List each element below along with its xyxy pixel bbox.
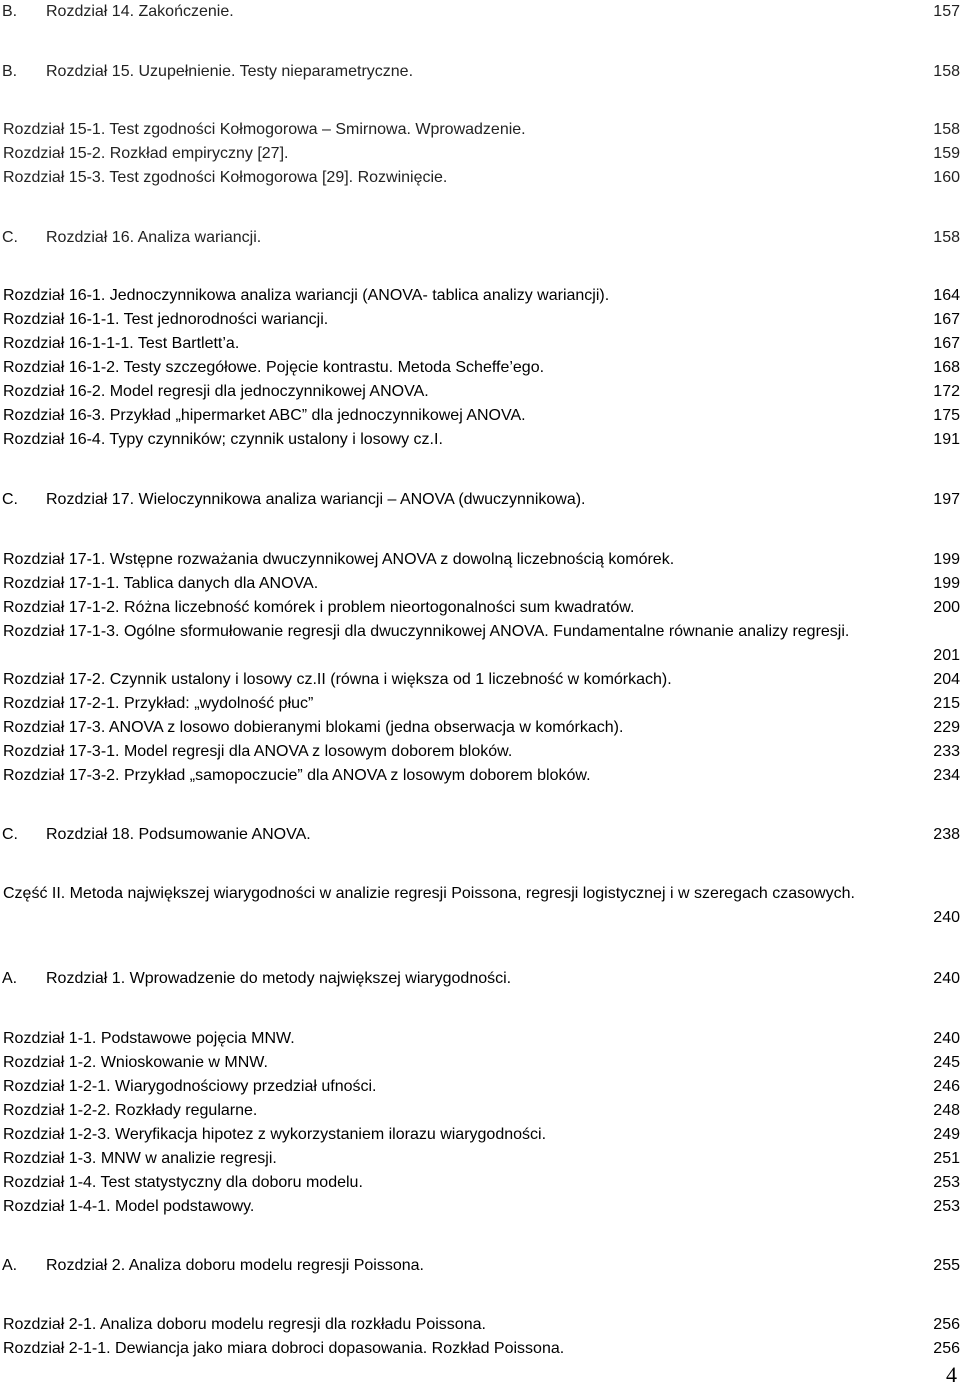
toc-entry-title: Rozdział 17-1-2. Różna liczebność komórek i problem nieortogonalności sum kwadratów. bbox=[3, 599, 635, 616]
toc-entry-page-number: 199 bbox=[933, 551, 960, 568]
toc-entry-marker: C. bbox=[2, 229, 18, 246]
toc-entry-title: Rozdział 1-2. Wnioskowanie w MNW. bbox=[3, 1054, 268, 1071]
toc-entry bbox=[0, 548, 960, 572]
toc-entry-page-number: 201 bbox=[933, 647, 960, 664]
toc-entry-page-number: 200 bbox=[933, 599, 960, 616]
toc-entry-title: Rozdział 17-3-2. Przykład „samopoczucie” dla ANOVA z losowym doborem bloków. bbox=[3, 767, 591, 784]
toc-entry-title: Rozdział 17-3-1. Model regresji dla ANOVA z losowym doborem bloków. bbox=[3, 743, 513, 760]
toc-entry bbox=[0, 1195, 960, 1219]
toc-entry-title: Rozdział 15-2. Rozkład empiryczny [27]. bbox=[3, 145, 289, 162]
toc-entry bbox=[0, 882, 960, 930]
toc-entry bbox=[0, 1171, 960, 1195]
toc-entry-marker: A. bbox=[2, 970, 18, 987]
toc-entry bbox=[0, 1147, 960, 1171]
toc-entry bbox=[0, 226, 960, 250]
toc-entry-page-number: 199 bbox=[933, 575, 960, 592]
toc-entry bbox=[0, 404, 960, 428]
toc-entry-page-number: 229 bbox=[933, 719, 960, 736]
toc-entry bbox=[0, 284, 960, 308]
toc-entry-title: Część II. Metoda największej wiarygodności w analizie regresji Poissona, regresji logistycznej i w szeregach czasowych. bbox=[3, 885, 855, 902]
toc-entry-title: Rozdział 17-3. ANOVA z losowo dobieranymi blokami (jedna obserwacja w komórkach). bbox=[3, 719, 624, 736]
toc-entry-page-number: 248 bbox=[933, 1102, 960, 1119]
toc-entry-page-number: 245 bbox=[933, 1054, 960, 1071]
toc-entry-title: Rozdział 15-3. Test zgodności Kołmogorowa [29]. Rozwinięcie. bbox=[3, 169, 448, 186]
toc-entry-page-number: 158 bbox=[933, 121, 960, 138]
toc-entry-title: Rozdział 2. Analiza doboru modelu regresji Poissona. bbox=[46, 1257, 424, 1274]
toc-entry-page-number: 233 bbox=[933, 743, 960, 760]
toc-entry-title: Rozdział 15-1. Test zgodności Kołmogorowa – Smirnowa. Wprowadzenie. bbox=[3, 121, 526, 138]
toc-entry-title: Rozdział 16-2. Model regresji dla jednoczynnikowej ANOVA. bbox=[3, 383, 429, 400]
toc-entry bbox=[0, 356, 960, 380]
toc-entry-page-number: 159 bbox=[933, 145, 960, 162]
toc-entry bbox=[0, 1123, 960, 1147]
toc-entry-page-number: 240 bbox=[933, 970, 960, 987]
toc-entry-title: Rozdział 1-1. Podstawowe pojęcia MNW. bbox=[3, 1030, 295, 1047]
toc-entry-title: Rozdział 1. Wprowadzenie do metody największej wiarygodności. bbox=[46, 970, 512, 987]
toc-entry bbox=[0, 380, 960, 404]
toc-entry bbox=[0, 1099, 960, 1123]
toc-entry-page-number: 240 bbox=[933, 909, 960, 926]
toc-entry-page-number: 240 bbox=[933, 1030, 960, 1047]
toc-entry-title: Rozdział 16-3. Przykład „hipermarket ABC” dla jednoczynnikowej ANOVA. bbox=[3, 407, 526, 424]
toc-entry-page-number: 158 bbox=[933, 229, 960, 246]
toc-entry-page-number: 158 bbox=[933, 63, 960, 80]
toc-entry-page-number: 157 bbox=[933, 3, 960, 20]
toc-entry-marker: B. bbox=[2, 3, 18, 20]
toc-entry-page-number: 160 bbox=[933, 169, 960, 186]
toc-entry-title: Rozdział 16. Analiza wariancji. bbox=[46, 229, 262, 246]
toc-entry-page-number: 255 bbox=[933, 1257, 960, 1274]
toc-entry-marker: C. bbox=[2, 826, 18, 843]
toc-entry-title: Rozdział 17-1-3. Ogólne sformułowanie regresji dla dwuczynnikowej ANOVA. Fundamentalne równanie analizy regresji. bbox=[3, 623, 850, 640]
toc-entry-title: Rozdział 17-1-1. Tablica danych dla ANOVA. bbox=[3, 575, 319, 592]
toc-entry-title: Rozdział 16-1. Jednoczynnikowa analiza wariancji (ANOVA- tablica analizy wariancji). bbox=[3, 287, 610, 304]
toc-entry-title: Rozdział 16-1-2. Testy szczegółowe. Pojęcie kontrastu. Metoda Scheffe’ego. bbox=[3, 359, 545, 376]
toc-entry bbox=[0, 620, 960, 668]
toc-entry-title: Rozdział 1-3. MNW w analizie regresji. bbox=[3, 1150, 277, 1167]
toc-entry bbox=[0, 1051, 960, 1075]
toc-entry-page-number: 172 bbox=[933, 383, 960, 400]
toc-entry bbox=[0, 332, 960, 356]
toc-entry bbox=[0, 488, 960, 512]
toc-entry bbox=[0, 0, 960, 24]
toc-entry-page-number: 249 bbox=[933, 1126, 960, 1143]
toc-entry-page-number: 175 bbox=[933, 407, 960, 424]
toc-entry-page-number: 253 bbox=[933, 1174, 960, 1191]
toc-entry-title: Rozdział 18. Podsumowanie ANOVA. bbox=[46, 826, 311, 843]
toc-entry-page-number: 246 bbox=[933, 1078, 960, 1095]
toc-entry bbox=[0, 596, 960, 620]
toc-entry-page-number: 234 bbox=[933, 767, 960, 784]
toc-entry-page-number: 167 bbox=[933, 335, 960, 352]
toc-entry-title: Rozdział 16-1-1. Test jednorodności wariancji. bbox=[3, 311, 329, 328]
toc-entry bbox=[0, 716, 960, 740]
footer-page-number: 4 bbox=[946, 1362, 957, 1387]
toc-entry-page-number: 191 bbox=[933, 431, 960, 448]
toc-entry-title: Rozdział 16-4. Typy czynników; czynnik ustalony i losowy cz.I. bbox=[3, 431, 443, 448]
toc-entry-marker: B. bbox=[2, 63, 18, 80]
toc-entry-page-number: 238 bbox=[933, 826, 960, 843]
toc-entry-title: Rozdział 1-4-1. Model podstawowy. bbox=[3, 1198, 255, 1215]
toc-entry bbox=[0, 740, 960, 764]
toc-entry-page-number: 204 bbox=[933, 671, 960, 688]
toc-entry bbox=[0, 967, 960, 991]
toc-entry-title: Rozdział 1-2-1. Wiarygodnościowy przedział ufności. bbox=[3, 1078, 377, 1095]
toc-entry-title: Rozdział 17-2. Czynnik ustalony i losowy cz.II (równa i większa od 1 liczebność w komórkach). bbox=[3, 671, 672, 688]
toc-entry-page-number: 168 bbox=[933, 359, 960, 376]
toc-entry-title: Rozdział 16-1-1-1. Test Bartlett’a. bbox=[3, 335, 240, 352]
toc-entry-page-number: 253 bbox=[933, 1198, 960, 1215]
toc-entry-title: Rozdział 1-4. Test statystyczny dla doboru modelu. bbox=[3, 1174, 363, 1191]
toc-entry-page-number: 256 bbox=[933, 1340, 960, 1357]
toc-entry bbox=[0, 1027, 960, 1051]
toc-entry bbox=[0, 823, 960, 847]
toc-entry bbox=[0, 1075, 960, 1099]
toc-entry bbox=[0, 428, 960, 452]
toc-entry bbox=[0, 60, 960, 84]
toc-entry bbox=[0, 1313, 960, 1337]
toc-entry-page-number: 256 bbox=[933, 1316, 960, 1333]
toc-entry bbox=[0, 668, 960, 692]
toc-entry bbox=[0, 572, 960, 596]
toc-entry bbox=[0, 308, 960, 332]
toc-entry-title: Rozdział 17-1. Wstępne rozważania dwuczynnikowej ANOVA z dowolną liczebnością komórek. bbox=[3, 551, 675, 568]
toc-entry-title: Rozdział 15. Uzupełnienie. Testy nieparametryczne. bbox=[46, 63, 414, 80]
toc-entry-title: Rozdział 14. Zakończenie. bbox=[46, 3, 234, 20]
toc-entry bbox=[0, 166, 960, 190]
toc-entry bbox=[0, 142, 960, 166]
toc-entry-page-number: 164 bbox=[933, 287, 960, 304]
toc-entry bbox=[0, 692, 960, 716]
toc-entry-page-number: 215 bbox=[933, 695, 960, 712]
toc-entry bbox=[0, 764, 960, 788]
toc-entry bbox=[0, 1337, 960, 1361]
toc-entry-title: Rozdział 17-2-1. Przykład: „wydolność płuc” bbox=[3, 695, 314, 712]
toc-entry-title: Rozdział 2-1-1. Dewiancja jako miara dobroci dopasowania. Rozkład Poissona. bbox=[3, 1340, 565, 1357]
toc-entry bbox=[0, 1254, 960, 1278]
toc-entry-page-number: 251 bbox=[933, 1150, 960, 1167]
toc-entry-page-number: 197 bbox=[933, 491, 960, 508]
toc-entry-marker: C. bbox=[2, 491, 18, 508]
toc-entry-title: Rozdział 1-2-3. Weryfikacja hipotez z wykorzystaniem ilorazu wiarygodności. bbox=[3, 1126, 547, 1143]
toc-entry-title: Rozdział 1-2-2. Rozkłady regularne. bbox=[3, 1102, 258, 1119]
toc-entry-title: Rozdział 17. Wieloczynnikowa analiza wariancji – ANOVA (dwuczynnikowa). bbox=[46, 491, 586, 508]
toc-entry-marker: A. bbox=[2, 1257, 18, 1274]
toc-entry-page-number: 167 bbox=[933, 311, 960, 328]
toc-entry bbox=[0, 118, 960, 142]
toc-entry-title: Rozdział 2-1. Analiza doboru modelu regresji dla rozkładu Poissona. bbox=[3, 1316, 486, 1333]
